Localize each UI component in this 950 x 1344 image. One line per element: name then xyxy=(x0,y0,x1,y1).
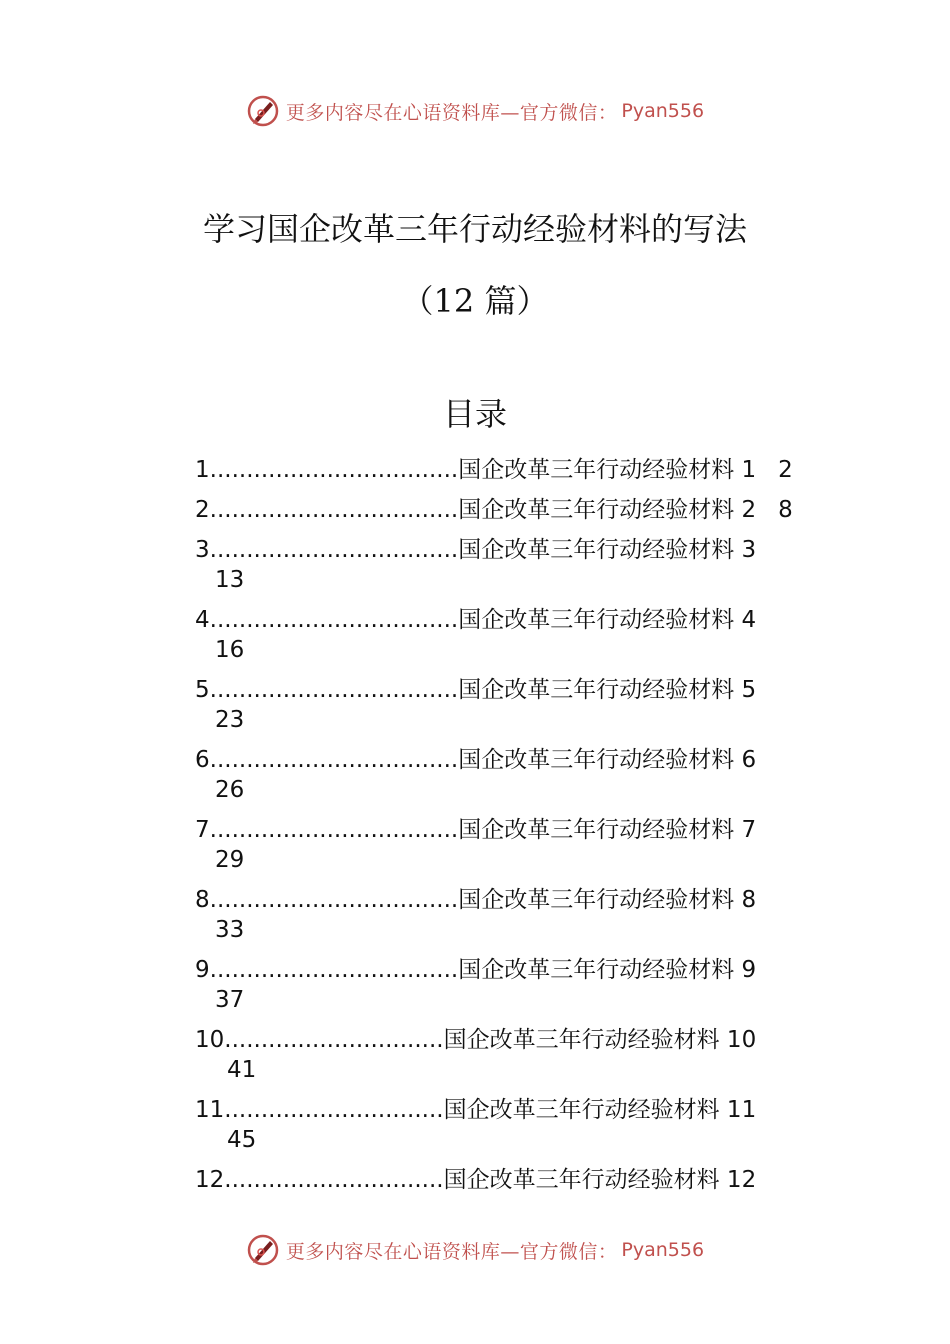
toc-entry-page: 37 xyxy=(215,987,245,1013)
toc-entry-title: 国企改革三年行动经验材料 10 xyxy=(443,1027,757,1053)
toc-entry[interactable] xyxy=(195,535,855,595)
toc-entry[interactable] xyxy=(195,745,855,805)
toc-leader-dots: .................................. xyxy=(209,817,459,843)
toc-entry-number: 12 xyxy=(195,1167,225,1193)
toc-entry-number: 11 xyxy=(195,1097,225,1123)
toc-entry-title: 国企改革三年行动经验材料 12 xyxy=(443,1167,757,1193)
watermark-wechat-id: Pyan556 xyxy=(621,1239,705,1261)
toc-entry-title: 国企改革三年行动经验材料 1 xyxy=(458,457,757,483)
toc-entry-title: 国企改革三年行动经验材料 11 xyxy=(443,1097,757,1123)
watermark-text: 更多内容尽在心语资料库—官方微信： xyxy=(285,101,618,124)
toc-entry[interactable] xyxy=(195,1025,855,1085)
toc-leader-dots: .................................. xyxy=(209,537,459,563)
toc-entry-number: 9 xyxy=(195,957,210,983)
header-watermark xyxy=(0,94,950,128)
toc-entry-number: 10 xyxy=(195,1027,225,1053)
toc-entry-title: 国企改革三年行动经验材料 5 xyxy=(458,677,757,703)
toc-entry-page: 16 xyxy=(215,637,245,663)
toc-entry-number: 2 xyxy=(195,497,210,523)
toc-entry-number: 7 xyxy=(195,817,210,843)
toc-entry[interactable] xyxy=(195,675,855,735)
toc-entry[interactable] xyxy=(195,885,855,945)
watermark-text: 更多内容尽在心语资料库—官方微信： xyxy=(285,1240,618,1263)
toc-entry-page: 26 xyxy=(215,777,245,803)
toc-entry[interactable] xyxy=(195,455,855,495)
toc-entry-page: 41 xyxy=(227,1057,257,1083)
toc-leader-dots: .................................. xyxy=(209,747,459,773)
toc-entry-number: 3 xyxy=(195,537,210,563)
toc-entry-page: 33 xyxy=(215,917,245,943)
toc-entry-page: 13 xyxy=(215,567,245,593)
toc-entry-title: 国企改革三年行动经验材料 4 xyxy=(458,607,757,633)
toc-entry-number: 8 xyxy=(195,887,210,913)
toc-entry[interactable] xyxy=(195,1165,855,1195)
toc-entry-page: 23 xyxy=(215,707,245,733)
toc-entry-title: 国企改革三年行动经验材料 8 xyxy=(458,887,757,913)
toc-entry-title: 国企改革三年行动经验材料 7 xyxy=(458,817,757,843)
toc-entry-number: 5 xyxy=(195,677,210,703)
toc-leader-dots: .................................. xyxy=(209,497,459,523)
toc-leader-dots: .................................. xyxy=(209,677,459,703)
toc-entry[interactable] xyxy=(195,605,855,665)
toc-entry[interactable] xyxy=(195,1095,855,1155)
toc-leader-dots: .................................. xyxy=(209,457,459,483)
toc-entry[interactable] xyxy=(195,815,855,875)
toc-leader-dots: .............................. xyxy=(224,1097,444,1123)
document-subtitle: （12 篇） xyxy=(401,282,549,320)
toc-entry-title: 国企改革三年行动经验材料 2 xyxy=(458,497,757,523)
toc-entry-page: 45 xyxy=(227,1127,257,1153)
toc-entry-page: 8 xyxy=(778,497,793,523)
watermark-wechat-id: Pyan556 xyxy=(621,100,705,122)
table-of-contents xyxy=(195,455,855,1195)
pen-logo-icon xyxy=(246,94,280,128)
footer-watermark xyxy=(0,1233,950,1267)
toc-entry-title: 国企改革三年行动经验材料 9 xyxy=(458,957,757,983)
toc-leader-dots: .................................. xyxy=(209,607,459,633)
toc-entry-number: 4 xyxy=(195,607,210,633)
toc-leader-dots: .................................. xyxy=(209,957,459,983)
toc-entry-title: 国企改革三年行动经验材料 6 xyxy=(458,747,757,773)
toc-entry-page: 2 xyxy=(778,457,793,483)
toc-leader-dots: .................................. xyxy=(209,887,459,913)
toc-leader-dots: .............................. xyxy=(224,1167,444,1193)
toc-heading: 目录 xyxy=(442,395,507,433)
pen-logo-icon xyxy=(246,1233,280,1267)
toc-entry-number: 1 xyxy=(195,457,210,483)
toc-entry[interactable] xyxy=(195,495,855,535)
toc-entry-page: 29 xyxy=(215,847,245,873)
toc-leader-dots: .............................. xyxy=(224,1027,444,1053)
toc-entry-number: 6 xyxy=(195,747,210,773)
toc-entry[interactable] xyxy=(195,955,855,1015)
toc-entry-title: 国企改革三年行动经验材料 3 xyxy=(458,537,757,563)
document-title: 学习国企改革三年行动经验材料的写法 xyxy=(202,210,747,248)
